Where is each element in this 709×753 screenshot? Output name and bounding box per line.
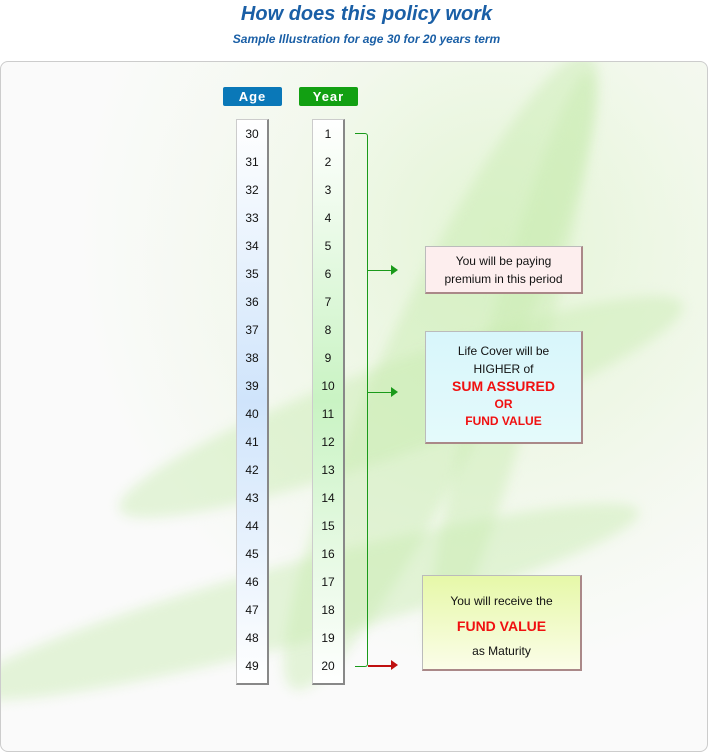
year-cell: 9 [324, 351, 332, 365]
year-cell: 20 [321, 659, 335, 673]
age-cell: 31 [245, 155, 259, 169]
age-cell: 45 [245, 547, 259, 561]
year-cell: 14 [321, 491, 335, 505]
age-cell: 44 [245, 519, 259, 533]
age-cell: 37 [245, 323, 259, 337]
year-header: Year [299, 87, 358, 106]
year-cell: 11 [321, 407, 335, 421]
age-cell: 46 [245, 575, 259, 589]
year-cell: 18 [321, 603, 335, 617]
year-column [312, 119, 345, 685]
age-cell: 49 [245, 659, 259, 673]
cover-sum-assured: SUM ASSURED [452, 378, 555, 394]
premium-box [425, 246, 583, 294]
cover-line1: Life Cover will be [457, 344, 550, 358]
age-cell: 32 [245, 183, 259, 197]
maturity-fund-value: FUND VALUE [456, 618, 547, 634]
year-cell: 3 [324, 183, 332, 197]
year-cell: 8 [324, 323, 332, 337]
maturity-line1: You will receive the [450, 594, 553, 608]
age-cell: 36 [245, 295, 259, 309]
age-cell: 41 [245, 435, 259, 449]
year-cell: 10 [321, 379, 335, 393]
age-cell: 42 [245, 463, 259, 477]
age-cell: 39 [245, 379, 259, 393]
age-header: Age [223, 87, 282, 106]
year-cell: 2 [324, 155, 332, 169]
cover-fund-value: FUND VALUE [465, 414, 542, 428]
cover-line2: HIGHER of [473, 361, 534, 376]
age-cell: 43 [245, 491, 259, 505]
year-cell: 6 [324, 267, 332, 281]
year-cell: 15 [321, 519, 335, 533]
year-cell: 5 [324, 239, 332, 253]
page-title: How does this policy work [240, 3, 493, 25]
term-bracket [355, 133, 368, 667]
cover-box [425, 331, 583, 444]
age-column [236, 119, 269, 685]
age-cell: 33 [245, 211, 259, 225]
age-cell: 47 [245, 603, 259, 617]
year-cell: 7 [324, 295, 332, 309]
year-cell: 1 [324, 127, 332, 141]
maturity-line3: as Maturity [472, 644, 531, 658]
year-cell: 16 [321, 547, 335, 561]
age-cell: 35 [245, 267, 259, 281]
age-cell: 34 [245, 239, 259, 253]
cover-or: OR [494, 396, 513, 411]
year-cell: 19 [321, 631, 335, 645]
year-cell: 4 [324, 211, 332, 225]
year-cell: 12 [321, 435, 335, 449]
age-cell: 48 [245, 631, 259, 645]
age-cell: 40 [245, 407, 259, 421]
year-cell: 13 [321, 463, 335, 477]
cover-arrow [368, 392, 392, 393]
age-cell: 38 [245, 351, 259, 365]
premium-arrow [368, 270, 392, 271]
premium-line1: You will be paying [455, 254, 552, 268]
age-cell: 30 [245, 127, 259, 141]
maturity-box [422, 575, 582, 671]
maturity-arrow [368, 665, 392, 667]
year-cell: 17 [321, 575, 335, 589]
illustration-panel [0, 61, 708, 752]
premium-line2: premium in this period [444, 272, 563, 286]
page-subtitle: Sample Illustration for age 30 for 20 years term [232, 32, 501, 46]
